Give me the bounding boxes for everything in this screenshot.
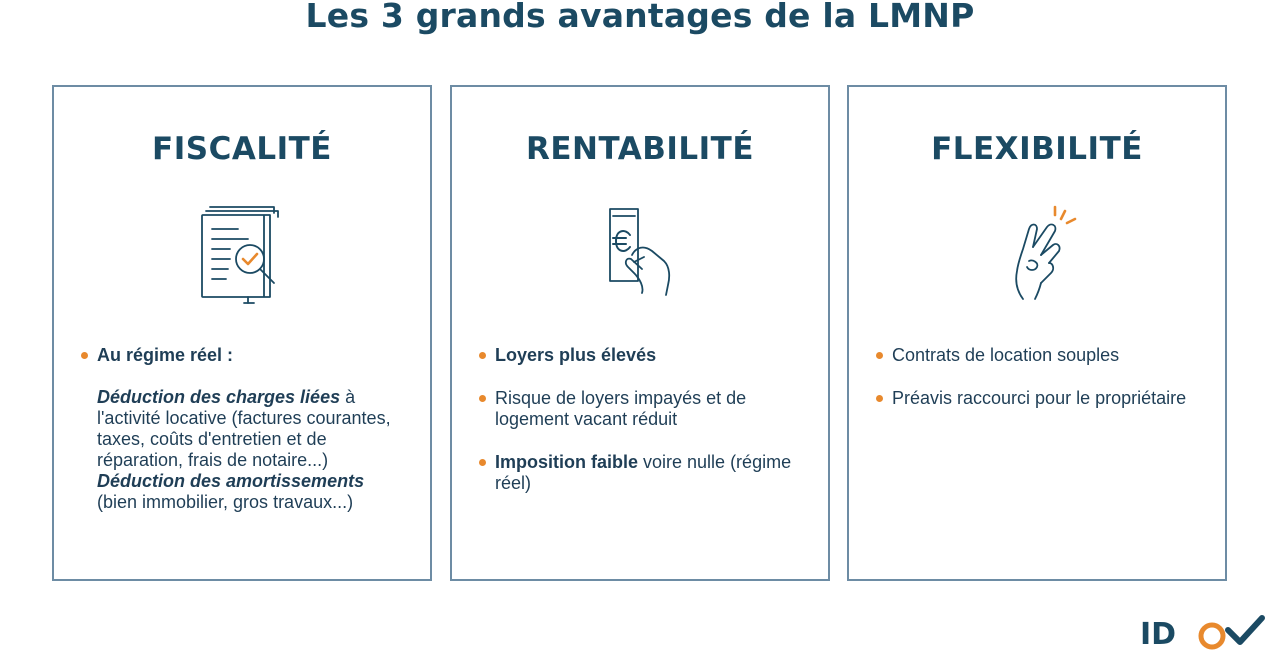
list-item: Risque de loyers impayés et de logement vacant réduit: [479, 388, 812, 430]
card-title: FISCALITÉ: [152, 131, 332, 167]
card-fiscalite: [52, 85, 432, 581]
snapping-fingers-icon: [977, 195, 1097, 315]
list-item: Contrats de location souples: [876, 345, 1209, 366]
hand-euro-receipt-icon: [580, 195, 700, 315]
idex-logo-icon: [1138, 612, 1268, 652]
advantages-list: [479, 345, 812, 516]
advantages-list: [81, 345, 414, 535]
card-title: FLEXIBILITÉ: [931, 131, 1143, 167]
logo-text: ID: [1140, 617, 1177, 652]
card-rentabilite: [450, 85, 830, 581]
document-magnifier-check-icon: [182, 195, 302, 315]
page-title: Les 3 grands avantages de la LMNP: [305, 0, 975, 35]
list-item: Loyers plus élevés: [479, 345, 812, 366]
advantages-list: [876, 345, 1209, 431]
card-title: RENTABILITÉ: [526, 131, 754, 167]
list-item: Imposition faible voire nulle (régime réel): [479, 452, 812, 494]
list-item: Préavis raccourci pour le propriétaire: [876, 388, 1209, 409]
list-item: Au régime réel : Déduction des charges liées à l'activité locative (factures courantes, taxes, coûts d'entretien et de réparation, frais de notaire...) Déduction des amortissements (bien immobilier, gros travaux...): [81, 345, 414, 513]
card-flexibilite: [847, 85, 1227, 581]
